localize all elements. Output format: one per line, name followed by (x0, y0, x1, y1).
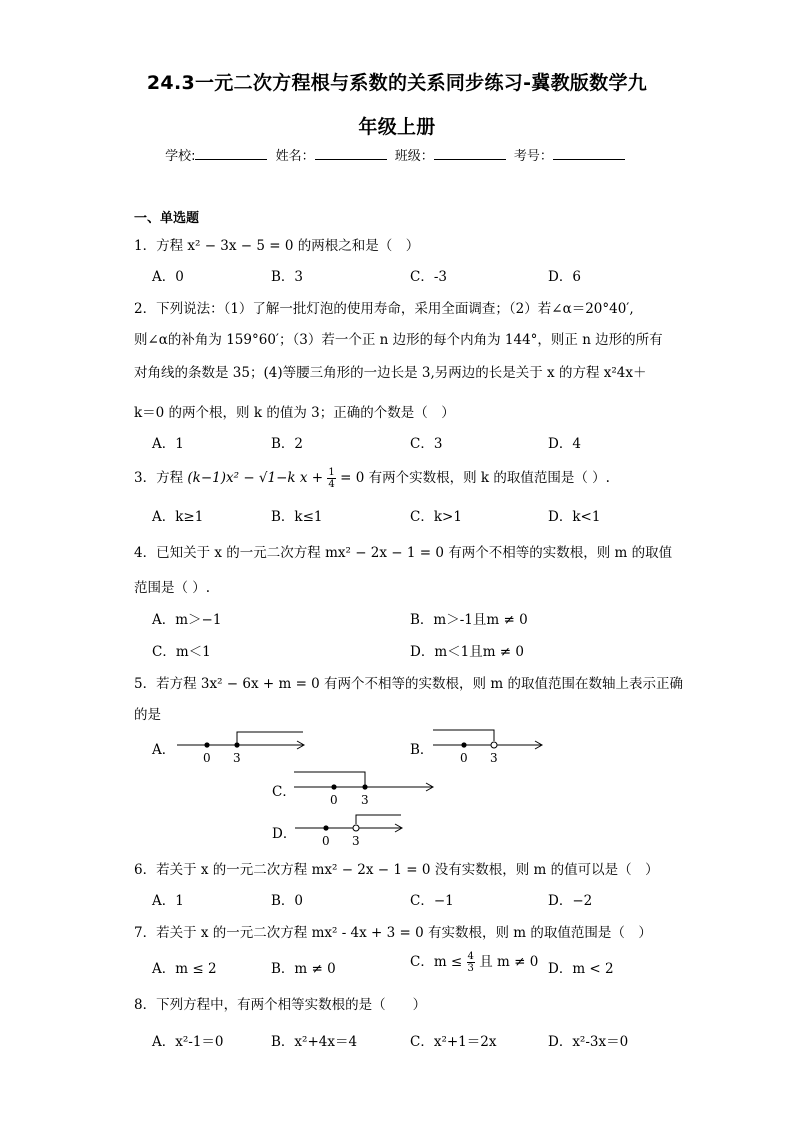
question-3-stem (134, 466, 610, 490)
question-2-stem-line1: 2．下列说法：（1）了解一批灯泡的使用寿命，采用全面调查；（2）若∠α＝20°40′, (134, 301, 634, 317)
school-label: 学校: (165, 149, 196, 164)
range-bracket (356, 815, 401, 824)
question-5-stem-line2: 的是 (134, 707, 161, 723)
question-1-stem: 1．方程 x² − 3x − 5 = 0 的两根之和是（ ） (134, 238, 420, 254)
name-blank[interactable] (315, 147, 387, 160)
question-3-prefix: 3．方程 (134, 470, 184, 486)
question-6-option-c[interactable]: C．−1 (410, 893, 454, 909)
question-5-option-c[interactable]: C． (272, 784, 296, 800)
number-line-b[interactable] (431, 725, 546, 765)
question-6-option-b[interactable]: B．0 (271, 893, 304, 909)
question-7-option-b[interactable]: B．m ≠ 0 (271, 961, 336, 977)
question-3-option-b[interactable]: B．k≤1 (271, 509, 323, 525)
question-3-option-a[interactable]: A．k≥1 (152, 509, 204, 525)
question-7-option-c-suffix: 且 m ≠ 0 (479, 954, 539, 970)
tick-label-0: 0 (322, 834, 330, 848)
question-2-option-c[interactable]: C．3 (410, 436, 443, 452)
point-3 (362, 784, 367, 789)
tick-label-3: 3 (361, 793, 369, 807)
point-0 (461, 742, 466, 747)
number-line-a[interactable] (175, 727, 310, 765)
tick-label-0: 0 (460, 751, 468, 765)
question-3-equation: (k−1)x² − √1−k x + (187, 470, 324, 486)
question-1-option-c[interactable]: C．-3 (410, 269, 447, 285)
tick-label-3: 3 (352, 834, 360, 848)
question-7-frac-den: 3 (467, 963, 474, 974)
question-3-option-d[interactable]: D．k<1 (548, 509, 601, 525)
question-7-frac-num: 4 (467, 951, 474, 962)
question-2-stem-line4: k＝0 的两个根，则 k 的值为 3；正确的个数是（ ） (134, 405, 455, 421)
question-4-stem-line1: 4．已知关于 x 的一元二次方程 mx² − 2x − 1 = 0 有两个不相等的实数根，则 m 的取值 (134, 545, 673, 561)
question-3-fraction (327, 467, 335, 490)
question-8-option-a[interactable]: A．x²-1＝0 (152, 1034, 224, 1050)
class-blank[interactable] (434, 147, 506, 160)
question-2-stem-line3: 对角线的条数是 35；(4)等腰三角形的一边长是 3,另两边的长是关于 x 的方程 x²4x＋ (134, 365, 647, 381)
tick-label-3: 3 (233, 751, 241, 765)
question-4-option-c[interactable]: C．m＜1 (152, 644, 211, 660)
range-bracket (294, 772, 365, 787)
question-7-option-c-fraction (467, 951, 475, 974)
question-6-option-d[interactable]: D．−2 (548, 893, 593, 909)
point-0 (204, 742, 209, 747)
exam-no-blank[interactable] (553, 147, 625, 160)
question-1-option-d[interactable]: D．6 (548, 269, 581, 285)
exam-no-label: 考号： (513, 149, 553, 164)
question-7-option-a[interactable]: A．m ≤ 2 (152, 961, 217, 977)
class-label: 班级： (394, 149, 434, 164)
point-0 (331, 784, 336, 789)
tick-label-3: 3 (490, 751, 498, 765)
question-5-stem-line1: 5．若方程 3x² − 6x + m = 0 有两个不相等的实数根，则 m 的取值范围在数轴上表示正确 (134, 676, 683, 692)
question-2-option-a[interactable]: A．1 (152, 436, 184, 452)
number-line-c[interactable] (292, 767, 437, 807)
question-4-option-d[interactable]: D．m＜1且m ≠ 0 (410, 644, 524, 660)
range-bracket (433, 730, 494, 741)
question-6-stem: 6．若关于 x 的一元二次方程 mx² − 2x − 1 = 0 没有实数根，则 m 的值可以是（ ） (134, 862, 659, 878)
number-line-d[interactable] (293, 810, 408, 850)
question-1-option-a[interactable]: A．0 (152, 269, 184, 285)
point-3-open (353, 825, 359, 831)
question-8-option-d[interactable]: D．x²-3x＝0 (548, 1034, 629, 1050)
question-7-option-c[interactable] (410, 950, 538, 974)
point-3-open (491, 742, 497, 748)
school-blank[interactable] (195, 147, 267, 160)
question-3-option-c[interactable]: C．k>1 (410, 509, 462, 525)
question-2-stem-line2: 则∠α的补角为 159°60′；（3）若一个正 n 边形的每个内角为 144°，则正 n 边形的所有 (134, 332, 663, 348)
question-2-option-d[interactable]: D．4 (548, 436, 581, 452)
question-2-option-b[interactable]: B．2 (271, 436, 304, 452)
question-1-option-b[interactable]: B．3 (271, 269, 304, 285)
question-4-stem-line2: 范围是（ ）. (134, 580, 211, 596)
question-5-option-a[interactable]: A． (152, 742, 176, 758)
question-8-stem: 8．下列方程中，有两个相等实数根的是（ ） (134, 997, 427, 1013)
question-3-frac-den: 4 (328, 479, 335, 490)
point-0 (323, 825, 328, 830)
question-4-option-a[interactable]: A．m＞−1 (152, 612, 222, 628)
range-bracket (237, 732, 303, 745)
question-5-option-b[interactable]: B． (410, 742, 434, 758)
student-info-row (0, 145, 794, 164)
name-label: 姓名： (275, 149, 315, 164)
question-7-stem: 7．若关于 x 的一元二次方程 mx² - 4x + 3 = 0 有实数根，则 m 的取值范围是（ ） (134, 925, 652, 941)
question-8-option-b[interactable]: B．x²+4x＝4 (271, 1034, 358, 1050)
question-3-suffix: = 0 有两个实数根，则 k 的取值范围是（ ）. (340, 470, 610, 486)
question-6-option-a[interactable]: A．1 (152, 893, 184, 909)
question-4-option-b[interactable]: B．m＞-1且m ≠ 0 (410, 612, 528, 628)
question-7-option-c-label: C．m ≤ (410, 954, 463, 970)
question-3-frac-num: 1 (328, 467, 335, 478)
page-title-line1: 24.3一元二次方程根与系数的关系同步练习-冀教版数学九 (146, 72, 648, 94)
question-8-option-c[interactable]: C．x²+1＝2x (410, 1034, 497, 1050)
tick-label-0: 0 (330, 793, 338, 807)
section-title: 一、单选题 (134, 211, 200, 226)
tick-label-0: 0 (203, 751, 211, 765)
question-7-option-d[interactable]: D．m < 2 (548, 961, 614, 977)
page-title-line2: 年级上册 (358, 116, 436, 138)
question-5-option-d[interactable]: D． (272, 826, 297, 842)
